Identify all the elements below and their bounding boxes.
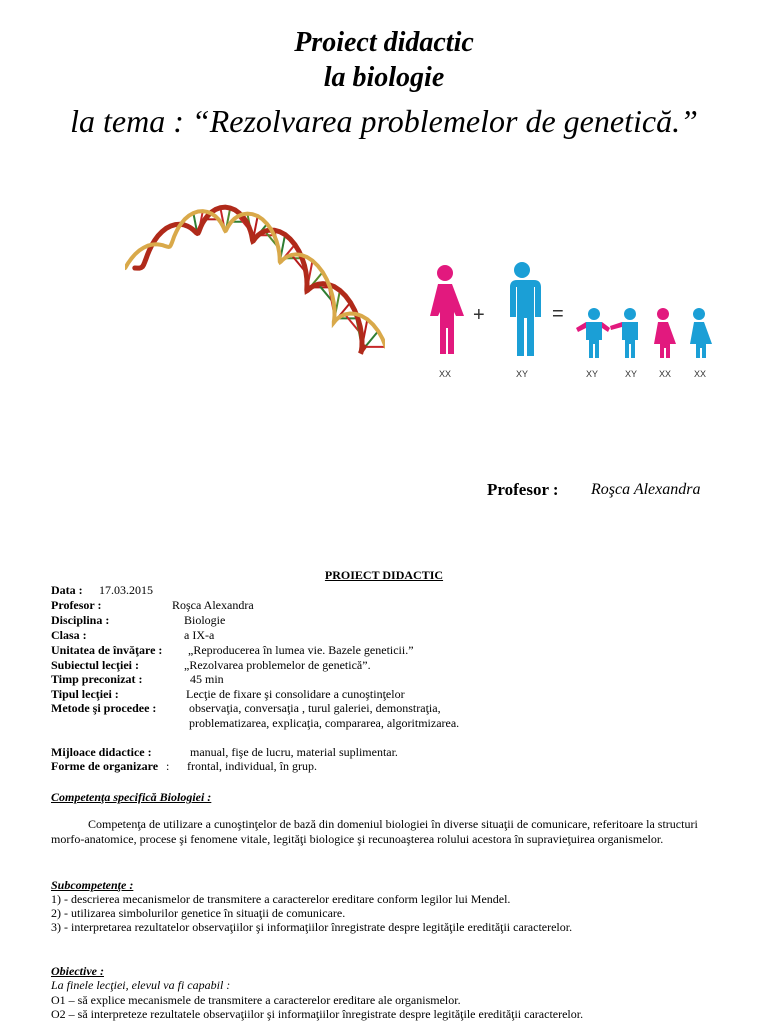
equals-sign: = bbox=[552, 303, 564, 325]
page-title-line1: Proiect didactic bbox=[294, 27, 474, 58]
field-value: problematizarea, explicaţia, compararea, algoritmizarea. bbox=[189, 716, 460, 730]
plus-sign: + bbox=[473, 304, 485, 326]
competenta-title: Competenţa specifică Biologiei : bbox=[51, 790, 212, 804]
obiective-title: Obiective : bbox=[51, 964, 104, 978]
female-child-figure-icon bbox=[690, 308, 712, 358]
field-label: Profesor : bbox=[51, 598, 102, 612]
obiective-intro: La finele lecţiei, elevul va fi capabil : bbox=[51, 978, 231, 992]
male-figure-icon bbox=[510, 262, 541, 356]
field-value: manual, fişe de lucru, material suplimentar. bbox=[190, 745, 398, 759]
field-label: Data : bbox=[51, 583, 83, 597]
subcompetenta-item: 1) - descrierea mecanismelor de transmitere a caracterelor ereditare conform legilor lui Mendel. bbox=[51, 892, 511, 906]
chromosome-label: XY bbox=[515, 369, 528, 379]
chromosome-label: XX bbox=[438, 369, 451, 379]
field-label: Forme de organizare bbox=[51, 759, 159, 773]
field-value: Biologie bbox=[184, 613, 226, 627]
dna-helix-icon bbox=[125, 188, 385, 373]
page-subtitle-topic: la tema : “Rezolvarea problemelor de genetică.” bbox=[70, 103, 698, 139]
competenta-text: Competenţa de utilizare a cunoştinţelor de bază din domeniul biologiei în diverse situaţii de comunicare, referitoare la structuri morfo-anatomice, procese şi fenomene vitale, legităţi biologice şi recunoaşterea rolului acestora în supravieţuirea organismelor. bbox=[51, 817, 698, 846]
subcompetente-title: Subcompetenţe : bbox=[51, 878, 134, 892]
field-label: Tipul lecţiei : bbox=[51, 687, 119, 701]
field-label: Disciplina : bbox=[51, 613, 110, 627]
subcompetenta-item: 3) - interpretarea rezultatelor observaţiilor şi informaţiilor înregistrate despre legităţile eredităţii caracterelor. bbox=[51, 920, 573, 934]
chromosome-label: XY bbox=[624, 369, 637, 379]
field-label-suffix: : bbox=[166, 759, 170, 773]
field-value: a IX-a bbox=[184, 628, 215, 642]
field-value: „Reproducerea în lumea vie. Bazele geneticii.” bbox=[188, 643, 414, 657]
obiectiv-item: O1 – să explice mecanismele de transmitere a caracterelor ereditare ale organismelor. bbox=[51, 993, 461, 1007]
female-child-figure-icon bbox=[654, 308, 676, 358]
field-value: Lecţie de fixare şi consolidare a cunoştinţelor bbox=[186, 687, 405, 701]
page-title-line2: la biologie bbox=[323, 62, 445, 93]
field-label: Clasa : bbox=[51, 628, 87, 642]
field-value: 17.03.2015 bbox=[99, 583, 153, 597]
obiectiv-item: O2 – să interpreteze rezultatele observaţiilor şi informaţiilor înregistrate despre legităţile eredităţii caracterelor. bbox=[51, 1007, 584, 1021]
field-label: Metode şi procedee : bbox=[51, 701, 157, 715]
chromosome-label: XX bbox=[658, 369, 671, 379]
male-child-figure-icon bbox=[622, 308, 638, 358]
sex-chromosome-inheritance-icon bbox=[420, 258, 720, 363]
field-label: Mijloace didactice : bbox=[51, 745, 152, 759]
chromosome-label: XY bbox=[585, 369, 598, 379]
field-value: observaţia, conversaţia , turul galeriei, demonstraţia, bbox=[189, 701, 441, 715]
subcompetenta-item: 2) - utilizarea simbolurilor genetice în situaţii de comunicare. bbox=[51, 906, 346, 920]
profesor-label: Profesor : bbox=[487, 480, 559, 499]
male-child-figure-icon bbox=[586, 308, 602, 358]
document-heading: PROIECT DIDACTIC bbox=[324, 568, 444, 582]
field-label: Unitatea de învăţare : bbox=[51, 643, 163, 657]
chromosome-label: XX bbox=[693, 369, 706, 379]
field-value: Roşca Alexandra bbox=[172, 598, 254, 612]
field-value: 45 min bbox=[190, 672, 224, 686]
female-figure-icon bbox=[430, 265, 464, 354]
field-value: „Rezolvarea problemelor de genetică”. bbox=[184, 658, 371, 672]
field-label: Timp preconizat : bbox=[51, 672, 143, 686]
field-label: Subiectul lecţiei : bbox=[51, 658, 139, 672]
field-value: frontal, individual, în grup. bbox=[187, 759, 317, 773]
profesor-name: Roşca Alexandra bbox=[591, 481, 701, 498]
